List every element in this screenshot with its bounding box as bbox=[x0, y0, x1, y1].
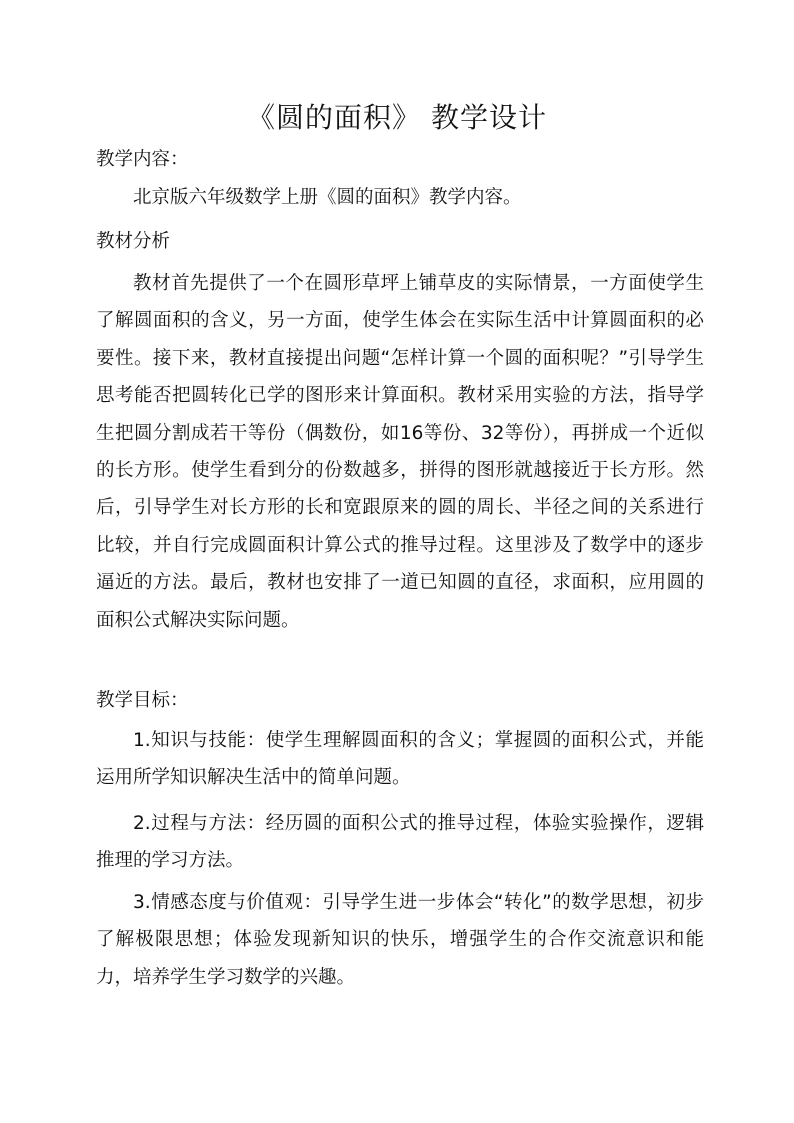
paragraph-goal-knowledge-skills: 1.知识与技能：使学生理解圆面积的含义；掌握圆的面积公式，并能运用所学知识解决生活中的简单问题。 bbox=[96, 730, 704, 789]
paragraph-teaching-content: 北京版六年级数学上册《圆的面积》教学内容。 bbox=[133, 187, 522, 208]
section-heading-teaching-content: 教学内容： bbox=[96, 149, 189, 170]
section-heading-teaching-goals: 教学目标： bbox=[96, 690, 189, 711]
section-heading-textbook-analysis: 教材分析 bbox=[96, 231, 171, 252]
paragraph-goal-emotion-values: 3.情感态度与价值观：引导学生进一步体会“转化”的数学思想，初步了解极限思想；体验发现新知识的快乐，增强学生的合作交流意识和能力，培养学生学习数学的兴趣。 bbox=[96, 892, 704, 988]
document-title: 《圆的面积》 教学设计 bbox=[247, 101, 547, 134]
paragraph-textbook-analysis: 教材首先提供了一个在圆形草坪上铺草皮的实际情景，一方面使学生了解圆面积的含义，另一方面，使学生体会在实际生活中计算圆面积的必要性。接下来，教材直接提出问题“怎样计算一个圆的面积呢？”引导学生思考能否把圆转化已学的图形来计算面积。教材采用实验的方法，指导学生把圆分割成若干等份（偶数份，如16等份、32等份），再拼成一个近似的长方形。使学生看到分的份数越多，拼得的图形就越接近于长方形。然后，引导学生对长方形的长和宽跟原来的圆的周长、半径之间的关系进行比较，并自行完成圆面积计算公式的推导过程。这里涉及了数学中的逐步逼近的方法。最后，教材也安排了一道已知圆的直径，求面积，应用圆的面积公式解决实际问题。 bbox=[96, 273, 704, 631]
paragraph-goal-process-method: 2.过程与方法：经历圆的面积公式的推导过程，体验实验操作，逻辑推理的学习方法。 bbox=[96, 813, 704, 872]
